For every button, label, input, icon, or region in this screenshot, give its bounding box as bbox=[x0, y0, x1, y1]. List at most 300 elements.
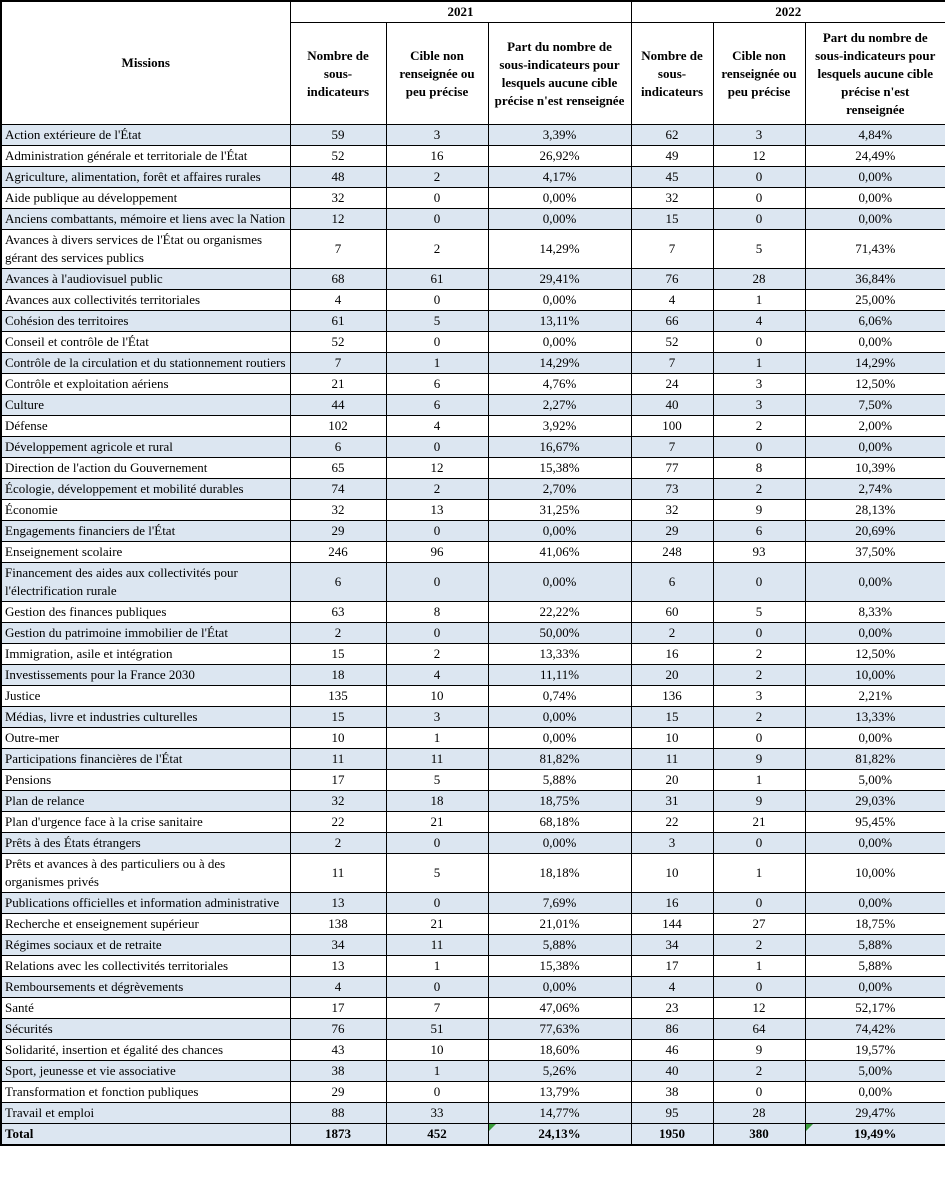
mission-cell: Avances à l'audiovisuel public bbox=[1, 269, 290, 290]
value-cell: 0 bbox=[386, 521, 488, 542]
value-cell: 29,03% bbox=[805, 791, 945, 812]
value-cell: 93 bbox=[713, 542, 805, 563]
value-cell: 18,75% bbox=[488, 791, 631, 812]
value-cell: 10 bbox=[631, 854, 713, 893]
value-cell: 2 bbox=[713, 707, 805, 728]
value-cell: 5,88% bbox=[805, 956, 945, 977]
value-cell: 86 bbox=[631, 1019, 713, 1040]
value-cell: 0,00% bbox=[805, 728, 945, 749]
table-row bbox=[1, 437, 945, 458]
value-cell: 3,39% bbox=[488, 125, 631, 146]
value-cell: 28 bbox=[713, 1103, 805, 1124]
table-row bbox=[1, 374, 945, 395]
value-cell: 59 bbox=[290, 125, 386, 146]
value-cell: 3 bbox=[386, 125, 488, 146]
table-row bbox=[1, 956, 945, 977]
value-cell: 13 bbox=[290, 956, 386, 977]
value-cell: 0,00% bbox=[805, 1082, 945, 1103]
year-2021-header: 2021 bbox=[290, 1, 631, 23]
table-row bbox=[1, 665, 945, 686]
value-cell: 2,00% bbox=[805, 416, 945, 437]
value-cell: 10 bbox=[386, 1040, 488, 1061]
table-row bbox=[1, 542, 945, 563]
value-cell: 0 bbox=[386, 290, 488, 311]
value-cell: 50,00% bbox=[488, 623, 631, 644]
value-cell: 1 bbox=[713, 956, 805, 977]
value-cell: 11 bbox=[290, 854, 386, 893]
value-cell: 27 bbox=[713, 914, 805, 935]
table-row bbox=[1, 230, 945, 269]
value-cell: 29 bbox=[631, 521, 713, 542]
value-cell: 15 bbox=[290, 707, 386, 728]
value-cell: 46 bbox=[631, 1040, 713, 1061]
mission-cell: Anciens combattants, mémoire et liens avec la Nation bbox=[1, 209, 290, 230]
col-header-nombre-2022: Nombre de sous-indicateurs bbox=[631, 23, 713, 125]
table-row bbox=[1, 644, 945, 665]
total-percent-cell-with-flag-icon: 24,13% bbox=[488, 1124, 631, 1146]
table-row bbox=[1, 458, 945, 479]
mission-cell: Agriculture, alimentation, forêt et affaires rurales bbox=[1, 167, 290, 188]
table-row bbox=[1, 770, 945, 791]
value-cell: 74,42% bbox=[805, 1019, 945, 1040]
value-cell: 11 bbox=[386, 749, 488, 770]
value-cell: 29,41% bbox=[488, 269, 631, 290]
value-cell: 16 bbox=[386, 146, 488, 167]
value-cell: 22,22% bbox=[488, 602, 631, 623]
value-cell: 6,06% bbox=[805, 311, 945, 332]
mission-cell: Publications officielles et information administrative bbox=[1, 893, 290, 914]
table-body bbox=[1, 125, 945, 1146]
value-cell: 64 bbox=[713, 1019, 805, 1040]
value-cell: 17 bbox=[290, 770, 386, 791]
value-cell: 6 bbox=[713, 521, 805, 542]
table-row bbox=[1, 125, 945, 146]
value-cell: 0 bbox=[713, 893, 805, 914]
value-cell: 32 bbox=[631, 500, 713, 521]
value-cell: 25,00% bbox=[805, 290, 945, 311]
table-row bbox=[1, 977, 945, 998]
value-cell: 10,00% bbox=[805, 665, 945, 686]
mission-cell: Santé bbox=[1, 998, 290, 1019]
mission-cell: Contrôle de la circulation et du stationnement routiers bbox=[1, 353, 290, 374]
value-cell: 12,50% bbox=[805, 644, 945, 665]
value-cell: 0,74% bbox=[488, 686, 631, 707]
value-cell: 9 bbox=[713, 749, 805, 770]
value-cell: 7,50% bbox=[805, 395, 945, 416]
mission-cell: Gestion du patrimoine immobilier de l'État bbox=[1, 623, 290, 644]
value-cell: 71,43% bbox=[805, 230, 945, 269]
value-cell: 0,00% bbox=[488, 290, 631, 311]
value-cell: 4 bbox=[386, 665, 488, 686]
value-cell: 5,88% bbox=[488, 770, 631, 791]
value-cell: 0 bbox=[386, 977, 488, 998]
value-cell: 0,00% bbox=[488, 833, 631, 854]
value-cell: 51 bbox=[386, 1019, 488, 1040]
value-cell: 0,00% bbox=[805, 209, 945, 230]
value-cell: 5,00% bbox=[805, 1061, 945, 1082]
value-cell: 1 bbox=[713, 353, 805, 374]
value-cell: 3 bbox=[631, 833, 713, 854]
table-row bbox=[1, 146, 945, 167]
value-cell: 138 bbox=[290, 914, 386, 935]
col-header-nombre-2021: Nombre de sous-indicateurs bbox=[290, 23, 386, 125]
table-row bbox=[1, 1040, 945, 1061]
mission-cell: Conseil et contrôle de l'État bbox=[1, 332, 290, 353]
table-row bbox=[1, 602, 945, 623]
value-cell: 0,00% bbox=[805, 167, 945, 188]
value-cell: 7 bbox=[290, 230, 386, 269]
value-cell: 15 bbox=[290, 644, 386, 665]
value-cell: 28,13% bbox=[805, 500, 945, 521]
value-cell: 76 bbox=[290, 1019, 386, 1040]
missions-column-header: Missions bbox=[1, 1, 290, 125]
value-cell: 15,38% bbox=[488, 458, 631, 479]
value-cell: 4 bbox=[290, 290, 386, 311]
value-cell: 21 bbox=[290, 374, 386, 395]
value-cell: 13,33% bbox=[805, 707, 945, 728]
table-row bbox=[1, 311, 945, 332]
value-cell: 26,92% bbox=[488, 146, 631, 167]
value-cell: 6 bbox=[290, 437, 386, 458]
value-cell: 0 bbox=[713, 209, 805, 230]
value-cell: 2 bbox=[713, 1061, 805, 1082]
value-cell: 0,00% bbox=[805, 563, 945, 602]
value-cell: 2 bbox=[290, 833, 386, 854]
value-cell: 18,60% bbox=[488, 1040, 631, 1061]
value-cell: 0 bbox=[386, 833, 488, 854]
value-cell: 452 bbox=[386, 1124, 488, 1146]
value-cell: 7,69% bbox=[488, 893, 631, 914]
table-row bbox=[1, 500, 945, 521]
value-cell: 2 bbox=[713, 665, 805, 686]
value-cell: 4 bbox=[386, 416, 488, 437]
value-cell: 40 bbox=[631, 395, 713, 416]
table-row bbox=[1, 416, 945, 437]
value-cell: 18 bbox=[386, 791, 488, 812]
value-cell: 60 bbox=[631, 602, 713, 623]
value-cell: 29,47% bbox=[805, 1103, 945, 1124]
value-cell: 52 bbox=[290, 146, 386, 167]
mission-cell: Outre-mer bbox=[1, 728, 290, 749]
value-cell: 0,00% bbox=[488, 209, 631, 230]
value-cell: 16 bbox=[631, 893, 713, 914]
value-cell: 9 bbox=[713, 500, 805, 521]
value-cell: 2 bbox=[290, 623, 386, 644]
value-cell: 5,88% bbox=[805, 935, 945, 956]
value-cell: 0 bbox=[713, 563, 805, 602]
table-row bbox=[1, 707, 945, 728]
value-cell: 3,92% bbox=[488, 416, 631, 437]
value-cell: 21,01% bbox=[488, 914, 631, 935]
value-cell: 0,00% bbox=[805, 188, 945, 209]
value-cell: 136 bbox=[631, 686, 713, 707]
table-row bbox=[1, 209, 945, 230]
value-cell: 66 bbox=[631, 311, 713, 332]
value-cell: 12 bbox=[713, 998, 805, 1019]
value-cell: 10 bbox=[386, 686, 488, 707]
value-cell: 1873 bbox=[290, 1124, 386, 1146]
value-cell: 13,79% bbox=[488, 1082, 631, 1103]
table-row bbox=[1, 686, 945, 707]
value-cell: 15 bbox=[631, 707, 713, 728]
value-cell: 76 bbox=[631, 269, 713, 290]
table-row bbox=[1, 812, 945, 833]
value-cell: 10 bbox=[290, 728, 386, 749]
mission-cell: Médias, livre et industries culturelles bbox=[1, 707, 290, 728]
value-cell: 3 bbox=[713, 374, 805, 395]
value-cell: 31,25% bbox=[488, 500, 631, 521]
value-cell: 43 bbox=[290, 1040, 386, 1061]
value-cell: 0,00% bbox=[805, 833, 945, 854]
value-cell: 5,26% bbox=[488, 1061, 631, 1082]
value-cell: 0 bbox=[713, 1082, 805, 1103]
value-cell: 9 bbox=[713, 791, 805, 812]
value-cell: 40 bbox=[631, 1061, 713, 1082]
value-cell: 32 bbox=[631, 188, 713, 209]
value-cell: 81,82% bbox=[488, 749, 631, 770]
value-cell: 0 bbox=[713, 728, 805, 749]
table-row bbox=[1, 395, 945, 416]
value-cell: 2 bbox=[386, 479, 488, 500]
table-row bbox=[1, 1082, 945, 1103]
value-cell: 5 bbox=[386, 854, 488, 893]
value-cell: 33 bbox=[386, 1103, 488, 1124]
value-cell: 1 bbox=[386, 353, 488, 374]
value-cell: 3 bbox=[713, 125, 805, 146]
value-cell: 38 bbox=[631, 1082, 713, 1103]
mission-cell: Sécurités bbox=[1, 1019, 290, 1040]
value-cell: 0 bbox=[713, 167, 805, 188]
value-cell: 0,00% bbox=[488, 563, 631, 602]
value-cell: 34 bbox=[290, 935, 386, 956]
value-cell: 5 bbox=[713, 602, 805, 623]
value-cell: 4,84% bbox=[805, 125, 945, 146]
value-cell: 7 bbox=[631, 353, 713, 374]
table-row bbox=[1, 479, 945, 500]
value-cell: 1 bbox=[386, 728, 488, 749]
value-cell: 2 bbox=[713, 644, 805, 665]
value-cell: 12 bbox=[386, 458, 488, 479]
table-row bbox=[1, 1061, 945, 1082]
mission-cell: Avances aux collectivités territoriales bbox=[1, 290, 290, 311]
table-row bbox=[1, 935, 945, 956]
value-cell: 29 bbox=[290, 1082, 386, 1103]
mission-cell: Économie bbox=[1, 500, 290, 521]
value-cell: 31 bbox=[631, 791, 713, 812]
value-cell: 144 bbox=[631, 914, 713, 935]
mission-cell: Action extérieure de l'État bbox=[1, 125, 290, 146]
value-cell: 11 bbox=[290, 749, 386, 770]
value-cell: 7 bbox=[631, 230, 713, 269]
value-cell: 18,18% bbox=[488, 854, 631, 893]
table-row bbox=[1, 854, 945, 893]
value-cell: 2 bbox=[713, 416, 805, 437]
value-cell: 10,39% bbox=[805, 458, 945, 479]
value-cell: 17 bbox=[631, 956, 713, 977]
value-cell: 5 bbox=[386, 311, 488, 332]
value-cell: 4 bbox=[631, 977, 713, 998]
value-cell: 23 bbox=[631, 998, 713, 1019]
value-cell: 24 bbox=[631, 374, 713, 395]
value-cell: 47,06% bbox=[488, 998, 631, 1019]
value-cell: 0,00% bbox=[805, 977, 945, 998]
value-cell: 44 bbox=[290, 395, 386, 416]
value-cell: 17 bbox=[290, 998, 386, 1019]
value-cell: 32 bbox=[290, 500, 386, 521]
value-cell: 10 bbox=[631, 728, 713, 749]
table-row bbox=[1, 998, 945, 1019]
table-row bbox=[1, 290, 945, 311]
value-cell: 62 bbox=[631, 125, 713, 146]
value-cell: 0 bbox=[713, 623, 805, 644]
value-cell: 0 bbox=[386, 332, 488, 353]
value-cell: 20 bbox=[631, 770, 713, 791]
value-cell: 7 bbox=[386, 998, 488, 1019]
value-cell: 0,00% bbox=[805, 437, 945, 458]
value-cell: 95 bbox=[631, 1103, 713, 1124]
value-cell: 10,00% bbox=[805, 854, 945, 893]
value-cell: 45 bbox=[631, 167, 713, 188]
col-header-cible-2022: Cible non renseignée ou peu précise bbox=[713, 23, 805, 125]
value-cell: 13,33% bbox=[488, 644, 631, 665]
value-cell: 24,49% bbox=[805, 146, 945, 167]
table-row bbox=[1, 353, 945, 374]
value-cell: 2 bbox=[713, 935, 805, 956]
table-row bbox=[1, 1019, 945, 1040]
value-cell: 12,50% bbox=[805, 374, 945, 395]
table-row bbox=[1, 188, 945, 209]
mission-cell: Administration générale et territoriale de l'État bbox=[1, 146, 290, 167]
value-cell: 14,77% bbox=[488, 1103, 631, 1124]
mission-cell: Régimes sociaux et de retraite bbox=[1, 935, 290, 956]
table-row bbox=[1, 521, 945, 542]
value-cell: 74 bbox=[290, 479, 386, 500]
mission-cell: Cohésion des territoires bbox=[1, 311, 290, 332]
value-cell: 16,67% bbox=[488, 437, 631, 458]
value-cell: 6 bbox=[386, 374, 488, 395]
value-cell: 2 bbox=[631, 623, 713, 644]
total-row bbox=[1, 1124, 945, 1146]
value-cell: 21 bbox=[713, 812, 805, 833]
value-cell: 248 bbox=[631, 542, 713, 563]
value-cell: 14,29% bbox=[488, 230, 631, 269]
value-cell: 18 bbox=[290, 665, 386, 686]
mission-cell: Avances à divers services de l'État ou organismes gérant des services publics bbox=[1, 230, 290, 269]
mission-cell: Financement des aides aux collectivités pour l'électrification rurale bbox=[1, 563, 290, 602]
year-2022-header: 2022 bbox=[631, 1, 945, 23]
value-cell: 0,00% bbox=[488, 332, 631, 353]
value-cell: 0 bbox=[386, 1082, 488, 1103]
mission-cell: Plan d'urgence face à la crise sanitaire bbox=[1, 812, 290, 833]
mission-cell: Investissements pour la France 2030 bbox=[1, 665, 290, 686]
value-cell: 0,00% bbox=[488, 707, 631, 728]
mission-cell: Culture bbox=[1, 395, 290, 416]
col-header-part-2022: Part du nombre de sous-indicateurs pour lesquels aucune cible précise n'est renseignée bbox=[805, 23, 945, 125]
table-row bbox=[1, 791, 945, 812]
mission-cell: Solidarité, insertion et égalité des chances bbox=[1, 1040, 290, 1061]
mission-cell: Remboursements et dégrèvements bbox=[1, 977, 290, 998]
value-cell: 48 bbox=[290, 167, 386, 188]
value-cell: 20 bbox=[631, 665, 713, 686]
value-cell: 0 bbox=[713, 437, 805, 458]
value-cell: 0,00% bbox=[805, 893, 945, 914]
value-cell: 2,70% bbox=[488, 479, 631, 500]
value-cell: 21 bbox=[386, 914, 488, 935]
value-cell: 6 bbox=[386, 395, 488, 416]
value-cell: 1 bbox=[386, 956, 488, 977]
value-cell: 38 bbox=[290, 1061, 386, 1082]
table-row bbox=[1, 728, 945, 749]
value-cell: 0,00% bbox=[488, 521, 631, 542]
mission-cell: Engagements financiers de l'État bbox=[1, 521, 290, 542]
mission-cell: Écologie, développement et mobilité durables bbox=[1, 479, 290, 500]
value-cell: 0,00% bbox=[488, 188, 631, 209]
table-row bbox=[1, 914, 945, 935]
mission-cell: Pensions bbox=[1, 770, 290, 791]
value-cell: 0,00% bbox=[488, 728, 631, 749]
value-cell: 11,11% bbox=[488, 665, 631, 686]
value-cell: 380 bbox=[713, 1124, 805, 1146]
value-cell: 5 bbox=[713, 230, 805, 269]
mission-cell: Direction de l'action du Gouvernement bbox=[1, 458, 290, 479]
value-cell: 88 bbox=[290, 1103, 386, 1124]
mission-cell: Développement agricole et rural bbox=[1, 437, 290, 458]
value-cell: 0 bbox=[713, 332, 805, 353]
value-cell: 20,69% bbox=[805, 521, 945, 542]
value-cell: 11 bbox=[631, 749, 713, 770]
value-cell: 41,06% bbox=[488, 542, 631, 563]
value-cell: 12 bbox=[713, 146, 805, 167]
value-cell: 0 bbox=[713, 977, 805, 998]
value-cell: 0,00% bbox=[805, 623, 945, 644]
value-cell: 13,11% bbox=[488, 311, 631, 332]
value-cell: 2 bbox=[386, 644, 488, 665]
mission-cell: Aide publique au développement bbox=[1, 188, 290, 209]
table-row bbox=[1, 269, 945, 290]
value-cell: 28 bbox=[713, 269, 805, 290]
value-cell: 63 bbox=[290, 602, 386, 623]
mission-cell: Participations financières de l'État bbox=[1, 749, 290, 770]
table-row bbox=[1, 1103, 945, 1124]
mission-cell: Justice bbox=[1, 686, 290, 707]
value-cell: 32 bbox=[290, 791, 386, 812]
value-cell: 34 bbox=[631, 935, 713, 956]
mission-cell: Relations avec les collectivités territoriales bbox=[1, 956, 290, 977]
mission-cell: Prêts à des États étrangers bbox=[1, 833, 290, 854]
mission-cell: Enseignement scolaire bbox=[1, 542, 290, 563]
value-cell: 32 bbox=[290, 188, 386, 209]
value-cell: 102 bbox=[290, 416, 386, 437]
value-cell: 0,00% bbox=[488, 977, 631, 998]
value-cell: 0,00% bbox=[805, 332, 945, 353]
value-cell: 2,21% bbox=[805, 686, 945, 707]
value-cell: 5,00% bbox=[805, 770, 945, 791]
value-cell: 1950 bbox=[631, 1124, 713, 1146]
value-cell: 49 bbox=[631, 146, 713, 167]
table-row bbox=[1, 833, 945, 854]
value-cell: 3 bbox=[713, 686, 805, 707]
value-cell: 65 bbox=[290, 458, 386, 479]
mission-cell: Plan de relance bbox=[1, 791, 290, 812]
value-cell: 7 bbox=[290, 353, 386, 374]
value-cell: 2,27% bbox=[488, 395, 631, 416]
mission-cell: Travail et emploi bbox=[1, 1103, 290, 1124]
value-cell: 4,76% bbox=[488, 374, 631, 395]
year-header-row bbox=[1, 1, 945, 23]
table-row bbox=[1, 623, 945, 644]
value-cell: 52,17% bbox=[805, 998, 945, 1019]
value-cell: 2 bbox=[386, 167, 488, 188]
